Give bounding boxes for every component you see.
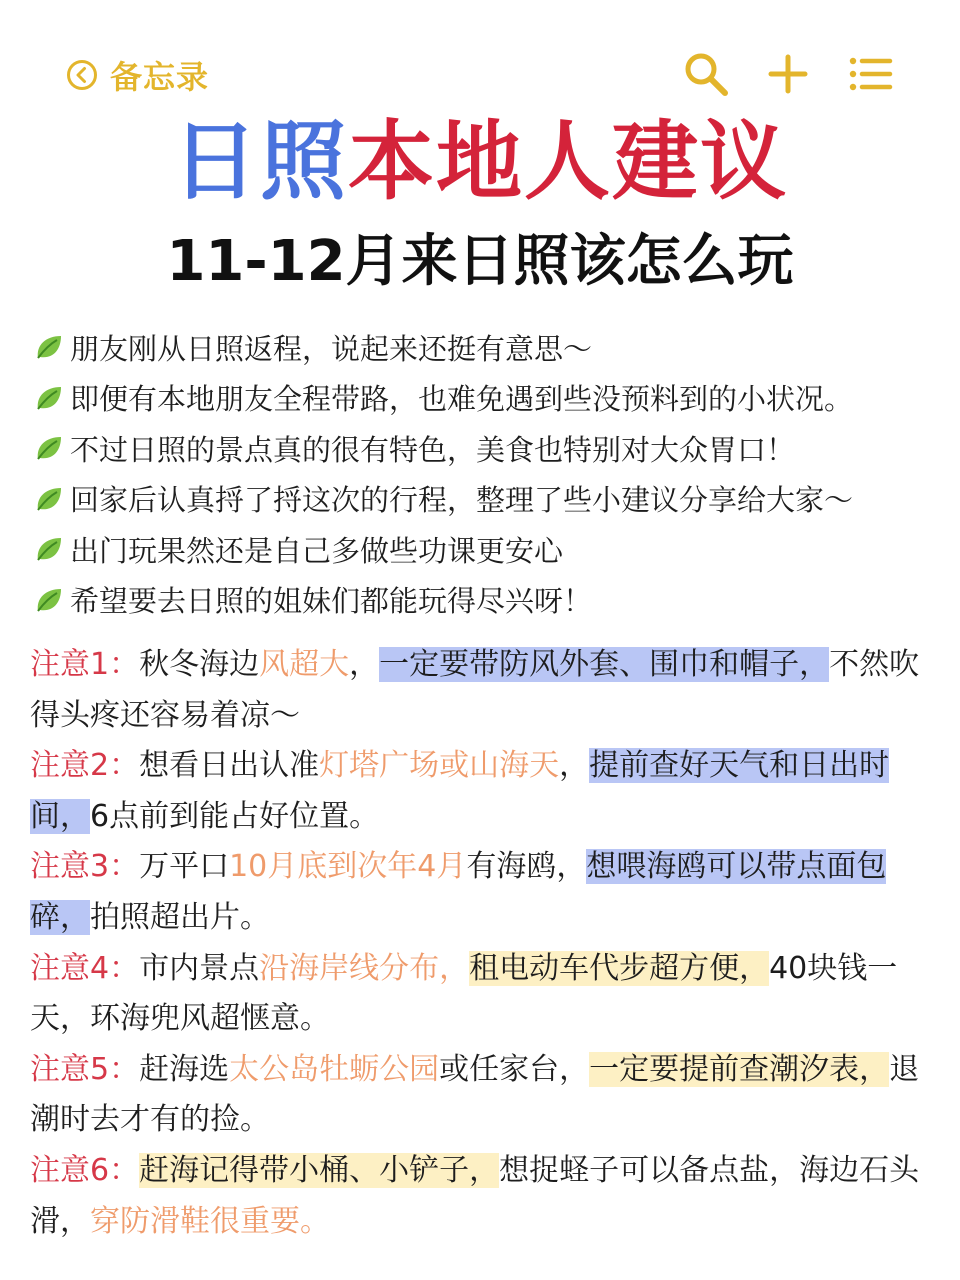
note-text: 有海鸥， [466,849,587,885]
note-text: 秋冬海边 [139,647,260,682]
note-label: 注意4： [30,950,140,986]
note-text: 40块钱一天，环海兜风超惬意。 [30,950,898,1037]
note-orange-text: 太公岛牡蛎公园 [229,1051,440,1087]
note-text: ， [559,748,590,784]
leaf-icon [32,331,64,363]
note-text: 不然吹得头疼还容易着凉～ [30,647,920,733]
back-label: 备忘录 [110,58,210,96]
title-part-2: 本地人建议 [348,112,788,212]
intro-text: 希望要去日照的姐妹们都能玩得尽兴呀！ [70,584,593,619]
note-orange-text: 风超大 [259,647,350,682]
note-text: 6点前到能占好位置。 [90,798,380,834]
note-label: 注意2： [30,748,140,784]
search-icon[interactable] [682,50,730,98]
note-text: 退潮时去才有的捡。 [30,1051,920,1138]
note-highlight-blue: 想喂海鸥可以带点面包碎， [30,849,887,935]
note-orange-text: 沿海岸线分布， [259,950,470,986]
note-3 [30,842,935,943]
intro-item [32,575,932,626]
note-text: ， [349,647,380,682]
leaf-icon [32,584,64,616]
intro-item [32,373,932,424]
note-2 [30,741,935,842]
chevron-left-icon [66,59,98,91]
plus-icon[interactable] [764,50,812,98]
note-text: 市内景点 [139,950,260,986]
intro-item [32,524,932,575]
note-6 [30,1146,935,1247]
note-text: 想看日出认准 [139,748,320,784]
note-highlight-yellow: 一定要提前查潮汐表， [589,1051,890,1087]
notes-list [30,640,935,1247]
intro-text: 朋友刚从日照返程，说起来还挺有意思～ [70,331,593,366]
leaf-icon [32,432,64,464]
title-part-1: 日照 [172,112,348,212]
intro-item [32,322,932,373]
note-label: 注意1： [30,647,140,682]
note-text: 想捉蛏子可以备点盐，海边石头滑， [30,1152,920,1239]
note-text: 万平口 [139,849,230,885]
intro-text: 不过日照的景点真的很有特色，美食也特别对大众胃口！ [70,432,796,467]
leaf-icon [32,483,64,515]
note-orange-text: 穿防滑鞋很重要。 [90,1203,330,1239]
leaf-icon [32,382,64,414]
note-label: 注意5： [30,1051,140,1087]
note-5 [30,1045,935,1146]
note-orange-text: 灯塔广场或山海天 [319,748,560,784]
intro-item [32,474,932,525]
note-label: 注意6： [30,1152,140,1188]
list-icon[interactable] [846,50,894,98]
toolbar [648,50,894,98]
note-highlight-yellow: 赶海记得带小桶、小铲子， [139,1152,500,1188]
note-orange-text: 10月底到次年4月 [229,849,467,885]
page-title [0,112,960,212]
back-button[interactable] [66,52,209,98]
intro-text: 出门玩果然还是自己多做些功课更安心 [70,533,564,568]
note-label: 注意3： [30,849,140,885]
page-subtitle: 11-12月来日照该怎么玩 [166,229,794,294]
note-highlight-yellow: 租电动车代步超方便， [469,950,770,986]
note-text: 拍照超出片。 [90,899,270,935]
leaf-icon [32,533,64,565]
note-highlight-blue: 一定要带防风外套、围巾和帽子， [379,647,830,682]
note-text: 或任家台， [439,1051,590,1087]
note-text: 赶海选 [139,1051,230,1087]
note-4 [30,944,935,1045]
note-1 [30,640,935,741]
intro-item [32,423,932,474]
intro-list [32,322,932,625]
intro-text: 即便有本地朋友全程带路，也难免遇到些没预料到的小状况。 [70,382,854,417]
note-highlight-blue: 提前查好天气和日出时间， [30,748,890,834]
intro-text: 回家后认真捋了捋这次的行程，整理了些小建议分享给大家～ [70,483,854,518]
